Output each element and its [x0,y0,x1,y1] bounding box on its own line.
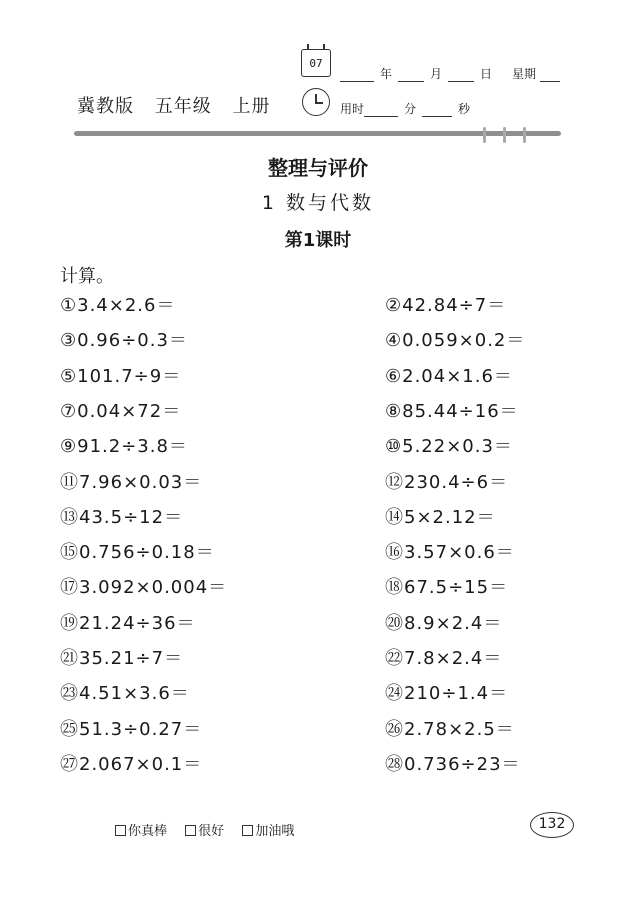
problem-item: ⑩5.22×0.3＝ [385,436,513,458]
problem-item: ⑮0.756÷0.18＝ [60,542,215,564]
problem-item: ①3.4×2.6＝ [60,295,176,316]
book-edition [77,92,284,118]
problem-item: ⑭5×2.12＝ [385,506,496,528]
publisher: 冀教版 [77,96,134,117]
page-number: 132 [530,812,574,838]
problem-item: ⑳8.9×2.4＝ [385,612,503,634]
instruction: 计算。 [60,266,114,287]
option-keep-going[interactable]: 加油哦 [242,824,294,839]
problem-item: ㉗2.067×0.1＝ [60,753,203,775]
date-fields: 年 月 日 星期 [340,65,560,82]
problem-item: ⑰3.092×0.004＝ [60,577,228,599]
unit-title: 1 数与代数 [261,192,375,214]
grade: 五年级 [154,96,212,117]
section-title: 整理与评价 [268,156,368,180]
problem-item: ㉖2.78×2.5＝ [385,718,515,740]
calendar-icon [301,49,331,77]
clock-icon [302,88,330,116]
problem-item: ⑲21.24÷36＝ [60,612,196,634]
problem-item: ③0.96÷0.3＝ [60,330,188,352]
problem-item: ⑧85.44÷16＝ [385,400,519,422]
problem-item: ⑱67.5÷15＝ [385,577,509,599]
time-fields: 用时 分 秒 [340,102,471,116]
problem-item: ㉔210÷1.4＝ [385,683,509,705]
problem-item: ⑤101.7÷9＝ [60,365,182,387]
problem-item: ⑥2.04×1.6＝ [385,365,513,387]
month-blank[interactable] [398,70,424,82]
volume: 上册 [232,96,271,117]
checkbox[interactable] [242,825,253,836]
problem-item: ⑫230.4÷6＝ [385,471,509,493]
minutes-blank[interactable] [364,105,398,117]
checkbox[interactable] [185,825,196,836]
seconds-blank[interactable] [422,105,452,117]
option-great[interactable]: 你真棒 [115,824,167,839]
problem-item: ⑯3.57×0.6＝ [385,542,515,564]
lesson-title: 第1课时 [284,230,352,251]
divider-dot [503,127,506,143]
problem-item: ④0.059×0.2＝ [385,330,526,352]
problem-item: ㉘0.736÷23＝ [385,753,521,775]
problem-item: ⑪7.96×0.03＝ [60,471,203,493]
problem-item: ②42.84÷7＝ [385,295,507,316]
divider-dot [523,127,526,143]
divider-dot [483,127,486,143]
self-evaluation [115,820,308,839]
year-blank[interactable] [340,70,374,82]
problem-item: ㉑35.21÷7＝ [60,648,184,669]
header-divider [74,131,561,136]
problem-item: ⑬43.5÷12＝ [60,506,184,528]
problem-item: ⑦0.04×72＝ [60,400,182,422]
problem-item: ㉒7.8×2.4＝ [385,648,503,669]
checkbox[interactable] [115,825,126,836]
problem-item: ⑨91.2÷3.8＝ [60,436,188,458]
calendar-number: 07 [309,57,323,70]
option-good[interactable]: 很好 [185,824,224,839]
problem-item: ㉕51.3÷0.27＝ [60,718,203,740]
problem-item: ㉓4.51×3.6＝ [60,683,190,705]
day-blank[interactable] [448,70,474,82]
weekday-blank[interactable] [540,70,560,82]
